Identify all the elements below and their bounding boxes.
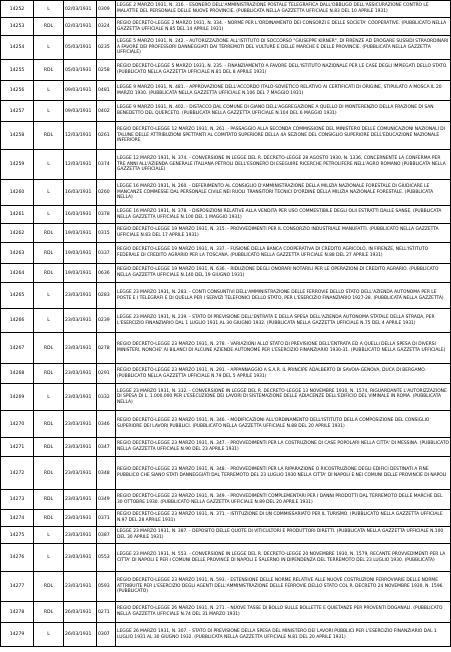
page-number-cell: 0309 xyxy=(97,1,116,18)
act-date-cell: 16/03/1931 xyxy=(64,180,97,206)
table-row xyxy=(1,623,451,647)
table-row xyxy=(1,572,451,602)
record-number-cell: 14255 xyxy=(1,60,34,81)
act-type-cell: L xyxy=(34,309,64,333)
table-row xyxy=(1,60,451,81)
act-date-cell: 19/03/1931 xyxy=(64,224,97,243)
act-type-cell: L xyxy=(34,1,64,18)
table-row xyxy=(1,490,451,510)
act-date-cell: 23/03/1931 xyxy=(64,384,97,411)
act-type-cell: L xyxy=(34,544,64,572)
record-number-cell: 14254 xyxy=(1,36,34,60)
table-row xyxy=(1,527,451,544)
record-number-cell: 14278 xyxy=(1,602,34,623)
act-date-cell: 26/03/1931 xyxy=(64,602,97,623)
act-description-cell: REGIO DECRETO-LEGGE 23 MARZO 1931, N. 593. - ESTENSIONE DELLE NORME RELATIVE ALLE NUOVE COSTRUZIONI FERROVIARIE DELLE NORME ATTRIBUITE PER L'ESERCIZIO DEGLI AGENTI DELL'AMMINISTRAZIONE DELLE FERROVIE DELLO STATO COL R. DECRETO 24 NOVEMBRE 1930, N. 1596. (PUBBLICATO) xyxy=(116,572,451,602)
table-row xyxy=(1,264,451,283)
act-description-cell: REGIO DECRETO-LEGGE 5 MARZO 1931, N. 235. - FINANZIAMENTO A FAVORE DELL'ISTITUTO NAZIONALE PER LE CASE DEGLI IMPIEGATI DELLO STATO. (PUBBLICATO NELLA GAZZETTA UFFICIALE N.81 DEL 8 APRILE 1931) xyxy=(116,60,451,81)
act-description-cell: LEGGE 9 MARZO 1931, N. 402. - DISTACCO DAL COMUNE DI GIANO DELL'AGGREGAZIONE A QUELLO DI MONTERENZIO DELLA FRAZIONE DI SAN BENEDETTO DEL QUERCETO. (PUBBLICATA NELLA GAZZETTA UFFICIALE N.104 DEL 6 MAGGIO 1931) xyxy=(116,101,451,122)
page-number-cell: 0283 xyxy=(97,283,116,309)
act-type-cell: RDL xyxy=(34,510,64,527)
act-description-cell: REGIO DECRETO-LEGGE 23 MARZO 1931, N. 349. - PROVVEDIMENTI COMPLEMENTARI PER I DANNI PRODOTTI DAL TERREMOTO DELLE MARCHE DEL 30 OTTOBRE 1930. (PUBBLICATO NELLA GAZZETTA UFFICIALE N.89 DEL 20 APRILE 1931) xyxy=(116,490,451,510)
act-description-cell: LEGGE 9 MARZO 1931, N. 481. - APPROVAZIONE DELL'ACCORDO ITALO-SOVIETICO RELATIVO AI CERTIFICATI DI ORIGINE, STIPULATO A MOSCA IL 20 MARZO 1930. (PUBBLICATA NELLA GAZZETTA UFFICIALE N.106 DEL 7 MAGGIO 1931) xyxy=(116,81,451,101)
act-type-cell: L xyxy=(34,150,64,180)
act-description-cell: REGIO DECRETO-LEGGE 23 MARZO 1931, N. 278. - VARIAZIONI ALLO STATO DI PREVISIONE DELL'ENTRATA ED A QUELLI DELLA SPESA DI DIVERSI MINISTERI, NONCHE' AI BILANCI DI ALCUNE AZIENDE AUTONOME PER L'ESERCIZIO FINANZIARIO 1930-31. (PUBBLICATO NELLA GAZZETTA UFFICIALE) xyxy=(116,333,451,364)
act-description-cell: LEGGE 23 MARZO 1931, N. 239. - STATO DI PREVISIONE DELL'ENTRATA E DELLA SPESA DELL'AZIENDA AUTONOMA STATALE DELLA STRADA, PER L'ESERCIZIO FINANZIARIO DAL 1 LUGLIO 1931 AL 30 GIUGNO 1932. (PUBBLICATA NELLA GAZZETTA UFFICIALE N.75 DEL 4 APRILE 1931) xyxy=(116,309,451,333)
act-date-cell: 05/03/1931 xyxy=(64,60,97,81)
record-number-cell: 14279 xyxy=(1,623,34,647)
record-number-cell: 14260 xyxy=(1,180,34,206)
act-description-cell: REGIO DECRETO-LEGGE 2 MARZO 1931, N. 334. - NORME PER L'ORDINAMENTO DEI CONSORZI E DELLE SOCIETA' COOPERATIVE. (PUBBLICATO NELLA GAZZETTA UFFICIALE N.85 DEL 14 APRILE 1931) xyxy=(116,18,451,36)
record-number-cell: 14271 xyxy=(1,438,34,457)
record-number-cell: 14256 xyxy=(1,81,34,101)
table-row xyxy=(1,81,451,101)
table-row xyxy=(1,150,451,180)
table-body xyxy=(1,1,451,647)
record-number-cell: 14266 xyxy=(1,309,34,333)
act-type-cell: RDL xyxy=(34,411,64,438)
act-description-cell: LEGGE 23 MARZO 1931, N. 283. - CONTI CONSUNTIVI DELL'AMMINISTRAZIONE DELLE FERROVIE DELLO STATO DELL'AZIENDA AUTONOMA PER LE POSTE E I TELEGRAFI E DI QUELLA PER I SERVIZI TELEFONICI DELLO STATO, PER L'ESERCIZIO FINANZIARIO 1927-28. (PUBBLICATA NELLA GAZZETTA) xyxy=(116,283,451,309)
page-number-cell: 0291 xyxy=(97,364,116,384)
table-row xyxy=(1,224,451,243)
act-description-cell: LEGGE 26 MARZO 1931, N. 307. - STATO DI PREVISIONE DELLA SPESA DEL MINISTERO DEI LAVORI PUBBLICI PER L'ESERCIZIO FINANZIARIO DAL 1 LUGLIO 1931 AL 30 GIUGNO 1932. (PUBBLICATA NELLA GAZZETTA UFFICIALE N.81 DEL 20 APRILE 1931) xyxy=(116,623,451,647)
act-type-cell: RDL xyxy=(34,602,64,623)
page-number-cell: 0636 xyxy=(97,264,116,283)
act-date-cell: 09/03/1931 xyxy=(64,81,97,101)
act-date-cell: 19/03/1931 xyxy=(64,264,97,283)
act-type-cell: L xyxy=(34,283,64,309)
page-number-cell: 0348 xyxy=(97,457,116,490)
act-date-cell: 23/03/1931 xyxy=(64,572,97,602)
page-number-cell: 0324 xyxy=(97,18,116,36)
page-number-cell: 0315 xyxy=(97,224,116,243)
page-number-cell: 0346 xyxy=(97,411,116,438)
act-type-cell: L xyxy=(34,527,64,544)
record-number-cell: 14263 xyxy=(1,243,34,264)
record-number-cell: 14276 xyxy=(1,544,34,572)
page-number-cell: 0260 xyxy=(97,180,116,206)
act-date-cell: 23/03/1931 xyxy=(64,457,97,490)
record-number-cell: 14258 xyxy=(1,122,34,150)
record-number-cell: 14252 xyxy=(1,1,34,18)
act-date-cell: 09/03/1931 xyxy=(64,101,97,122)
record-number-cell: 14264 xyxy=(1,264,34,283)
act-type-cell: RDL xyxy=(34,224,64,243)
page-number-cell: 0553 xyxy=(97,544,116,572)
act-description-cell: REGIO DECRETO-LEGGE 23 MARZO 1931, N. 346. - MODIFICAZIONI ALL'ORDINAMENTO DELL'ISTITUTO DELLA COMPOSIZIONE DEL CONSIGLIO SUPERIORE DEI LAVORI PUBBLICI. (PUBBLICATO NELLA GAZZETTA UFFICIALE N.88 DEL 20 APRILE 1931) xyxy=(116,411,451,438)
act-type-cell: L xyxy=(34,101,64,122)
table-row xyxy=(1,364,451,384)
table-row xyxy=(1,457,451,490)
act-description-cell: REGIO DECRETO-LEGGE 19 MARZO 1931, N. 315. - PROVVEDIMENTI PER IL CONSORZIO INDUSTRIALE MANUFATTI. (PUBBLICATO NELLA GAZZETTA UFFICIALE N.83 DEL 17 APRILE 1931) xyxy=(116,224,451,243)
act-date-cell: 23/03/1931 xyxy=(64,544,97,572)
page-number-cell: 0278 xyxy=(97,333,116,364)
act-description-cell: REGIO DECRETO-LEGGE 12 MARZO 1931, N. 261. - PASSAGGIO ALLA SECONDA COMMISSIONE DEL MINISTERO DELLE COMUNICAZIONI NAZIONALI DI TALUNE DELLE ATTRIBUZIONI SPETTANTI AL COMITATO SUPERIORE DELLA 4A SEZIONE DEL CONSIGLIO SUPERIORE DELL'EDUCAZIONE NAZIONALE INFERIORE xyxy=(116,122,451,150)
table-row xyxy=(1,243,451,264)
act-description-cell: LEGGE 23 MARZO 1931, N. 387. - DEPOSITO DELLE QUOTE DI VITICULTORI E PRODUTTORI DIRETTI. (PUBBLICATA NELLA GAZZETTA UFFICIALE N.100 DEL 30 APRILE 1931) xyxy=(116,527,451,544)
act-date-cell: 23/03/1931 xyxy=(64,527,97,544)
act-type-cell: RDL xyxy=(34,18,64,36)
record-number-cell: 14272 xyxy=(1,457,34,490)
page-number-cell: 0271 xyxy=(97,602,116,623)
act-date-cell: 02/03/1931 xyxy=(64,1,97,18)
page-number-cell: 0235 xyxy=(97,36,116,60)
act-date-cell: 23/03/1931 xyxy=(64,283,97,309)
page-number-cell: 0378 xyxy=(97,206,116,224)
record-number-cell: 14269 xyxy=(1,384,34,411)
act-date-cell: 16/03/1931 xyxy=(64,206,97,224)
act-description-cell: LEGGE 5 MARZO 1931, N. 242. - AUTORIZZAZIONE ALL'ISTITUTO DI SOCCORSO "GIUSEPPE KIRNER", DI FIRENZE AD EROGARE SUSSIDI STRAORDINARI A FAVORE DEI PROFESSORI DANNEGGIATI DAI TERREMOTI DEL VULTURE E DELLE MARCHE E DELLE PROVINCIE. (PUBBLICATA NELLA GAZZETTA UFFICIALE) xyxy=(116,36,451,60)
act-type-cell: RDL xyxy=(34,364,64,384)
act-description-cell: REGIO DECRETO-LEGGE 26 MARZO 1931, N. 271. - NUOVE TASSE DI BOLLO SULLE BOLLETTE E QUIETANZE PER PROVENTI DOGANALI. (PUBBLICATO NELLA GAZZETTA UFFICIALE N.74 DEL 31 MARZO 1931) xyxy=(116,602,451,623)
act-date-cell: 23/03/1931 xyxy=(64,411,97,438)
act-description-cell: REGIO DECRETO-LEGGE 23 MARZO 1931, N. 348. - PROVVEDIMENTI PER LA RIPARAZIONE O RICOSTRUZIONE DEGLI EDIFICI DESTINATI A FINE PUBBLICO CHE SIANO STATI DANNEGGIATI DAL TERREMOTO DEL 23 LUGLIO 1930 NELLA CITTA' DI NAPOLI E NEI COMUNI DELLE PROVINCIE DI NAPOLI xyxy=(116,457,451,490)
record-number-cell: 14259 xyxy=(1,150,34,180)
record-number-cell: 14262 xyxy=(1,224,34,243)
act-description-cell: REGIO DECRETO-LEGGE 23 MARZO 1931, N. 347. - PROVVEDIMENTI PER LA COSTRUZIONE DI CASE POPOLARI NELLA CITTA' DI MESSINA. (PUBBLICATO NELLA GAZZETTA UFFICIALE N.90 DEL 23 APRILE 1931) xyxy=(116,438,451,457)
act-description-cell: LEGGE 16 MARZO 1931, N. 260. - DEFERIMENTO AL CONSIGLIO D'AMMINISTRAZIONE DELLA MILIZIA NAZIONALE FORESTALE DI GIUDICARE LE MANCANZE COMMESSE DAL PERSONALE CIVILE NEI RUOLI TRANSITORI TECNICI D'ORDINE DELLA MILIZIA NAZIONALE FORESTALE. (PUBBLICATA NELLA) xyxy=(116,180,451,206)
act-type-cell: L xyxy=(34,384,64,411)
act-date-cell: 19/03/1931 xyxy=(64,243,97,264)
page-number-cell: 0258 xyxy=(97,60,116,81)
page-number-cell: 0261 xyxy=(97,122,116,150)
act-description-cell: REGIO DECRETO-LEGGE 23 MARZO 1931, N. 371. - ISTITUZIONE DI UN COMMISSARIATO PER IL TURISMO. (PUBBLICATO NELLA GAZZETTA UFFICIALE N.97 DEL 28 APRILE 1931) xyxy=(116,510,451,527)
record-number-cell: 14268 xyxy=(1,364,34,384)
page-number-cell: 0349 xyxy=(97,490,116,510)
act-type-cell: L xyxy=(34,180,64,206)
act-date-cell: 12/03/1931 xyxy=(64,150,97,180)
act-type-cell: RDL xyxy=(34,333,64,364)
record-number-cell: 14265 xyxy=(1,283,34,309)
act-description-cell: REGIO DECRETO-LEGGE 23 MARZO 1931, N. 291. - APPANNAGGIO A S.A.R. IL PRINCIPE ADALBERTO DI SAVOIA-GENOVA, DUCA DI BERGAMO. (PUBBLICATO NELLA GAZZETTA UFFICIALE N.79 DEL 5 APRILE 1931) xyxy=(116,364,451,384)
act-type-cell: RDL xyxy=(34,243,64,264)
table-row xyxy=(1,510,451,527)
act-type-cell: RDL xyxy=(34,60,64,81)
page-number-cell: 0374 xyxy=(97,150,116,180)
record-number-cell: 14273 xyxy=(1,490,34,510)
table-row xyxy=(1,411,451,438)
act-date-cell: 05/03/1931 xyxy=(64,36,97,60)
table-row xyxy=(1,122,451,150)
act-type-cell: L xyxy=(34,36,64,60)
table-row xyxy=(1,544,451,572)
page-number-cell: 0239 xyxy=(97,309,116,333)
page-number-cell: 0371 xyxy=(97,510,116,527)
table-row xyxy=(1,101,451,122)
act-description-cell: LEGGE 16 MARZO 1931, N. 378. - DISPOSIZIONI RELATIVE ALLA VENDITA PER USO COMMESTIBILE DEGLI OLII ESTRATTI DALLE SANSE. (PUBBLICATA NELLA GAZZETTA UFFICIALE N.100 DEL 1 MAGGIO 1931) xyxy=(116,206,451,224)
record-number-cell: 14275 xyxy=(1,527,34,544)
act-type-cell: L xyxy=(34,81,64,101)
act-description-cell: REGIO DECRETO-LEGGE 19 MARZO 1931, N. 636. - RIDUZIONE DEGLI ONORARI NOTARILI PER LE OPERAZIONI DI CREDITO AGRARIO. (PUBBLICATO NELLA GAZZETTA UFFICIALE N.140 DEL 19 GIUGNO 1931) xyxy=(116,264,451,283)
act-description-cell: REGIO DECRETO-LEGGE 19 MARZO 1931, N. 337. - FUSIONE DELLA BANCA COOPERATIVA DI CREDITO AGRICOLO, IN FIRENZE, NELL'ISTITUTO FEDERALE DI CREDITO AGRARIO PER LA TOSCANA. (PUBBLICATO NELLA GAZZETTA UFFICIALE N.88 DEL 27 APRILE 1931) xyxy=(116,243,451,264)
act-date-cell: 23/03/1931 xyxy=(64,438,97,457)
table-row xyxy=(1,333,451,364)
act-type-cell: RDL xyxy=(34,438,64,457)
act-type-cell: RDL xyxy=(34,122,64,150)
page-number-cell: 0387 xyxy=(97,527,116,544)
act-description-cell: LEGGE 12 MARZO 1931, N. 374. - CONVERSIONE IN LEGGE DEL R. DECRETO-LEGGE 28 AGOSTO 1930, N. 1336, CONCERNENTE LA CONFERMA PER TRE ANNI ALL'AZIENDA GENERALE ITALIANA PETROLI DELL'ESONERO DI ESEGUIRE RICERCHE PETROLIFERE NELL'AGRO ROMANO (PUBBLICATA NELLA GAZZETTA UFFICIALE) xyxy=(116,150,451,180)
act-date-cell: 23/03/1931 xyxy=(64,333,97,364)
act-type-cell: RDL xyxy=(34,264,64,283)
act-description-cell: LEGGE 23 MARZO 1931, N. 553. - CONVERSIONE IN LEGGE DEL R. DECRETO-LEGGE 20 NOVEMBRE 1930, N. 1579, RECANTE PROVVEDIMENTI PER LA CITTA' DI NAPOLI E PER I COMUNI DELLE PROVINCE DI NAPOLI E SALERNO IN DIPENDENZA DEL TERREMOTO DEL 23 LUGLIO 1930. (PUBBLICATA) xyxy=(116,544,451,572)
act-type-cell: RDL xyxy=(34,572,64,602)
act-type-cell: L xyxy=(34,623,64,647)
act-type-cell: L xyxy=(34,206,64,224)
page-number-cell: 0337 xyxy=(97,243,116,264)
table-row xyxy=(1,309,451,333)
record-number-cell: 14267 xyxy=(1,333,34,364)
page-number-cell: 0307 xyxy=(97,623,116,647)
table-row xyxy=(1,18,451,36)
act-description-cell: LEGGE 23 MARZO 1931, N. 332. - CONVERSIONE IN LEGGE DEL R. DECRETO-LEGGE 13 NOVEMBRE 1930, N. 1574, RIGUARDANTE L'AUTORIZZAZIONE DI SPESA DI L. 1.000.000 PER L'ESECUZIONE DEI LAVORI DI SISTEMAZIONE DELLE ADIACENZE DELL'EDIFICIO DEL VIMINALE IN ROMA. (PUBBLICATA NELLA) xyxy=(116,384,451,411)
record-number-cell: 14274 xyxy=(1,510,34,527)
act-date-cell: 02/03/1931 xyxy=(64,18,97,36)
page-number-cell: 0402 xyxy=(97,101,116,122)
act-date-cell: 23/03/1931 xyxy=(64,510,97,527)
act-date-cell: 12/03/1931 xyxy=(64,122,97,150)
record-number-cell: 14277 xyxy=(1,572,34,602)
record-number-cell: 14270 xyxy=(1,411,34,438)
page-number-cell: 0481 xyxy=(97,81,116,101)
act-date-cell: 23/03/1931 xyxy=(64,490,97,510)
act-date-cell: 23/03/1931 xyxy=(64,364,97,384)
record-number-cell: 14257 xyxy=(1,101,34,122)
table-row xyxy=(1,384,451,411)
table-row xyxy=(1,36,451,60)
act-type-cell: RDL xyxy=(34,490,64,510)
page-number-cell: 0593 xyxy=(97,572,116,602)
table-row xyxy=(1,602,451,623)
act-type-cell: RDL xyxy=(34,457,64,490)
record-number-cell: 14253 xyxy=(1,18,34,36)
table-row xyxy=(1,1,451,18)
act-date-cell: 26/03/1931 xyxy=(64,623,97,647)
act-description-cell: LEGGE 2 MARZO 1931, N. 316. - ESONERO DELL'AMMINISTRAZIONE POSTALE TELEGRAFICA DALL'OBBLIGO DELL'ASSICURAZIONE CONTRO LE MALATTIE DEL PERSONALE DELLE NUOVE PROVINCIE. (PUBBLICATA NELLA GAZZETTA UFFICIALE N.83 DEL 10 APRILE 1931) xyxy=(116,1,451,18)
record-number-cell: 14261 xyxy=(1,206,34,224)
table-row xyxy=(1,180,451,206)
page-number-cell: 0332 xyxy=(97,384,116,411)
table-row xyxy=(1,283,451,309)
table-row xyxy=(1,438,451,457)
table-row xyxy=(1,206,451,224)
page-number-cell: 0347 xyxy=(97,438,116,457)
act-date-cell: 23/03/1931 xyxy=(64,309,97,333)
